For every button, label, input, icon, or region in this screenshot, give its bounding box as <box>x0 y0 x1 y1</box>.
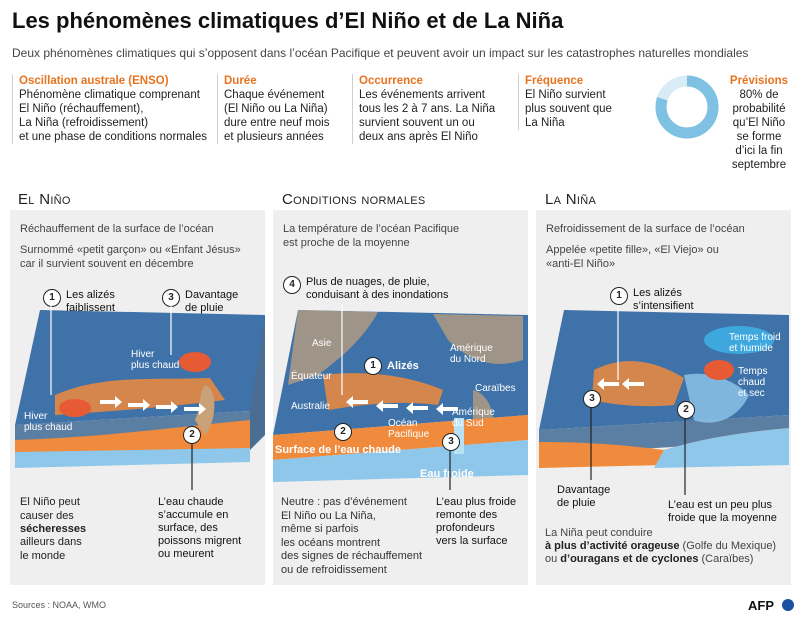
callout-number: 3 <box>162 289 180 307</box>
normal-bottom: Neutre : pas d’événement El Niño ou La Niña, même si parfois les océans montrent des signes de réchauffement ou de refroidissement <box>281 496 423 576</box>
lanina-label-a: Temps froid et humide <box>729 332 781 354</box>
lanina-bottom-line1 <box>545 540 776 554</box>
normal-label-australie: Australie <box>291 401 330 412</box>
normal-label-ams: Amérique du Sud <box>452 407 495 429</box>
callout-number: 3 <box>583 390 601 408</box>
normal-label-amn: Amérique du Nord <box>450 343 493 365</box>
lanina-callout1: Les alizés s’intensifient <box>633 287 694 312</box>
callout-number: 2 <box>183 426 201 444</box>
info-heading: Oscillation australe (ENSO) <box>19 75 169 87</box>
normal-title: Conditions normales <box>282 191 426 208</box>
info-heading: Durée <box>224 75 257 87</box>
elnino-bottom-bold: sécheresses <box>20 523 87 535</box>
info-heading: Occurrence <box>359 75 423 87</box>
warm-spot <box>704 360 734 380</box>
elnino-block <box>10 300 265 470</box>
info-body: Les événements arrivent tous les 2 à 7 ans. La Niña survient souvent un ou deux ans après El Niño <box>359 89 496 143</box>
elnino-label-a: Hiver plus chaud <box>131 349 180 371</box>
lanina-callout2: L’eau est un peu plus froide que la moyenne <box>668 499 777 524</box>
callout-number: 1 <box>43 289 61 307</box>
info-body: El Niño survient plus souvent que La Niña <box>525 89 612 129</box>
info-duree <box>217 74 342 144</box>
callout-number: 3 <box>442 433 460 451</box>
elnino-bottom-pre: El Niño peut causer des <box>20 496 80 522</box>
elnino-desc1: Réchauffement de la surface de l’océan <box>20 223 214 235</box>
callout-number: 1 <box>364 357 382 375</box>
lanina-bottom-bold2: d’ouragans et de cyclones <box>560 553 699 565</box>
lanina-bottom-mid: (Golfe du Mexique) <box>679 540 777 552</box>
normal-label-ocean: Océan Pacifique <box>388 418 430 440</box>
elnino-callout1: Les alizés faiblissent <box>66 289 115 314</box>
afp-logo: AFP <box>748 598 774 613</box>
warm-spot <box>179 352 211 372</box>
callout-number: 2 <box>677 401 695 419</box>
elnino-desc2: Surnommé «petit garçon» ou «Enfant Jésus» car il survient souvent en décembre <box>20 244 241 270</box>
info-heading: Prévisions <box>729 75 789 87</box>
normal-callout1: Alizés <box>387 360 419 372</box>
normal-callout4: Plus de nuages, de pluie, conduisant à des inondations <box>306 276 449 301</box>
callout-number: 1 <box>610 287 628 305</box>
lanina-bottom-pre: La Niña peut conduire <box>545 527 653 539</box>
elnino-bottom-post: ailleurs dans le monde <box>20 536 82 562</box>
info-frequence <box>518 74 635 130</box>
elnino-callout2: L’eau chaude s’accumule en surface, des poissons migrent ou meurent <box>158 496 242 560</box>
info-body: 80% de probabilité qu’El Niño se forme d’ici la fin septembre <box>731 89 787 171</box>
info-body: Phénomène climatique comprenant El Niño (réchauffement), La Niña (refroidissement) et une phase de conditions normales <box>19 89 207 143</box>
lanina-bottom-post: (Caraïbes) <box>698 553 754 565</box>
lanina-desc1: Refroidissement de la surface de l’océan <box>546 223 745 235</box>
info-heading: Fréquence <box>525 75 584 87</box>
lanina-bottom-or: ou <box>545 553 561 565</box>
lanina-title: La Niña <box>545 191 597 208</box>
lanina-bottom-line2 <box>545 553 753 567</box>
normal-label-cold-water: Eau froide <box>420 468 474 480</box>
normal-label-equateur: Équateur <box>291 371 332 382</box>
lanina-label-b: Temps chaud et sec <box>738 366 768 399</box>
forecast-donut <box>652 72 722 142</box>
info-enso <box>12 74 214 144</box>
elnino-callout3: Davantage de pluie <box>185 289 239 314</box>
elnino-label-b: Hiver plus chaud <box>24 411 73 433</box>
lanina-bottom-bold1: à plus d’activité orageuse <box>545 540 680 552</box>
callout-number: 2 <box>334 423 352 441</box>
normal-label-asie: Asie <box>312 338 332 349</box>
lanina-callout3: Davantage de pluie <box>557 484 611 509</box>
normal-callout3: L’eau plus froide remonte des profondeurs vers la surface <box>436 496 517 547</box>
normal-label-warm-surface: Surface de l’eau chaude <box>275 444 401 456</box>
info-previsions <box>716 74 796 172</box>
lanina-desc2: Appelée «petite fille», «El Viejo» ou «anti-El Niño» <box>546 244 719 270</box>
afp-logo-dot <box>782 599 794 611</box>
normal-desc1: La température de l’océan Pacifique est proche de la moyenne <box>283 223 460 249</box>
sources: Sources : NOAA, WMO <box>12 600 107 610</box>
page-title: Les phénomènes climatiques d’El Niño et de La Niña <box>12 8 564 33</box>
info-body: Chaque événement (El Niño ou La Niña) dure entre neuf mois et plusieurs années <box>224 89 330 143</box>
normal-label-caraibes: Caraïbes <box>475 383 516 394</box>
page-subtitle: Deux phénomènes climatiques qui s’opposent dans l’océan Pacifique et peuvent avoir un impact sur les catastrophes naturelles mondiales <box>12 46 749 60</box>
elnino-title: El Niño <box>18 191 71 208</box>
info-occurrence <box>352 74 509 144</box>
callout-number: 4 <box>283 276 301 294</box>
